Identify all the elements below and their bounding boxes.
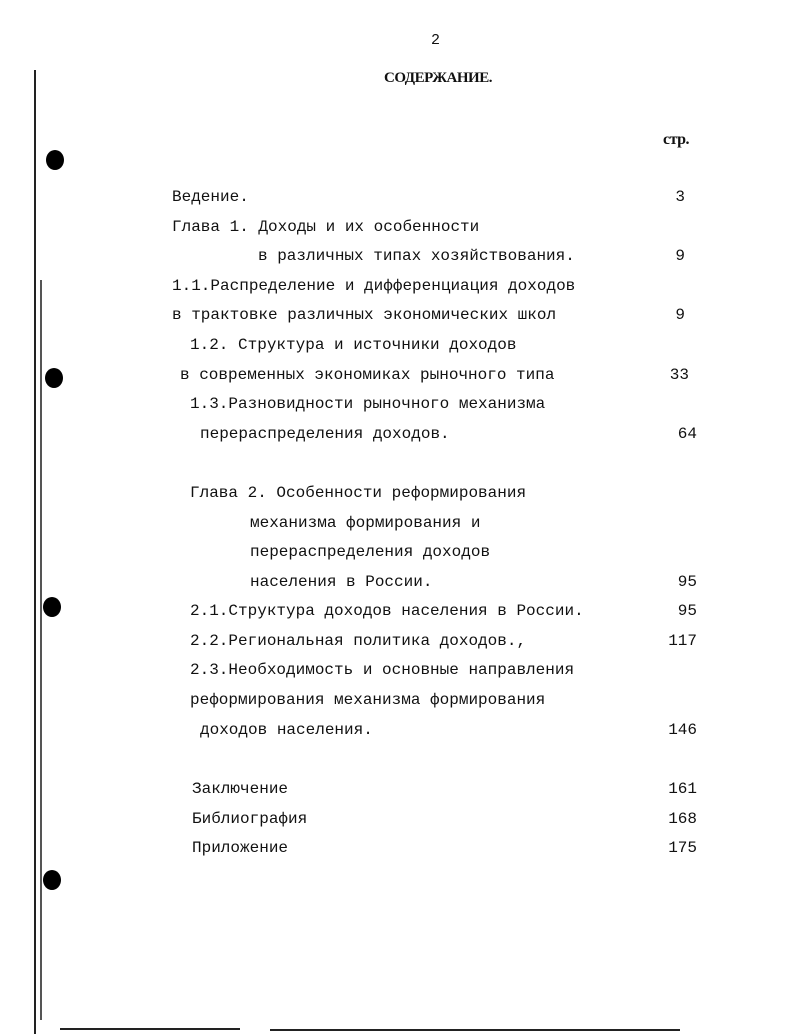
toc-page: 3 <box>675 188 685 206</box>
page-title: СОДЕРЖАНИЕ. <box>384 70 492 86</box>
toc-entry: 2.2.Региональная политика доходов., <box>190 632 527 650</box>
toc-page: 168 <box>668 810 697 828</box>
toc-entry: 1.3.Разновидности рыночного механизма <box>190 395 546 413</box>
page-column-label: стр. <box>663 131 690 148</box>
toc-entry: реформирования механизма формирования <box>190 691 546 709</box>
bottom-edge-line <box>270 1029 680 1031</box>
toc-page: 9 <box>675 247 685 265</box>
page-number: 2 <box>431 32 441 49</box>
toc-entry: перераспределения доходов <box>250 543 491 561</box>
toc-entry: перераспределения доходов. <box>200 425 450 443</box>
toc-entry: 1.2. Структура и источники доходов <box>190 336 517 354</box>
toc-entry: 2.1.Структура доходов населения в России. <box>190 602 584 620</box>
toc-page: 146 <box>668 721 697 739</box>
toc-entry: механизма формирования и <box>250 514 481 532</box>
toc-page: 9 <box>675 306 685 324</box>
bottom-edge-line <box>60 1028 240 1030</box>
toc-entry: Глава 2. Особенности реформирования <box>190 484 527 502</box>
toc-entry: населения в России. <box>250 573 433 591</box>
punch-hole <box>46 150 64 170</box>
toc-page: 175 <box>668 839 697 857</box>
toc-entry: в различных типах хозяйствования. <box>258 247 575 265</box>
toc-entry: Приложение <box>192 839 289 857</box>
toc-entry: Библиография <box>192 810 308 828</box>
punch-hole <box>43 870 61 890</box>
toc-page: 64 <box>677 425 697 443</box>
left-binding-edge <box>34 70 36 1034</box>
toc-page: 117 <box>668 632 697 650</box>
toc-entry: Заключение <box>192 780 289 798</box>
punch-hole <box>45 368 63 388</box>
toc-page: 95 <box>677 573 697 591</box>
toc-entry: Глава 1. Доходы и их особенности <box>172 218 480 236</box>
toc-entry: Ведение. <box>172 188 249 206</box>
toc-entry: в трактовке различных экономических школ <box>172 306 557 324</box>
punch-hole <box>43 597 61 617</box>
toc-page: 161 <box>668 780 697 798</box>
toc-page: 33 <box>669 366 689 384</box>
toc-entry: 1.1.Распределение и дифференциация доходов <box>172 277 576 295</box>
toc-entry: в современных экономиках рыночного типа <box>180 366 555 384</box>
toc-entry: доходов населения. <box>200 721 373 739</box>
left-binding-edge-inner <box>40 280 42 1020</box>
toc-entry: 2.3.Необходимость и основные направления <box>190 661 575 679</box>
toc-page: 95 <box>677 602 697 620</box>
